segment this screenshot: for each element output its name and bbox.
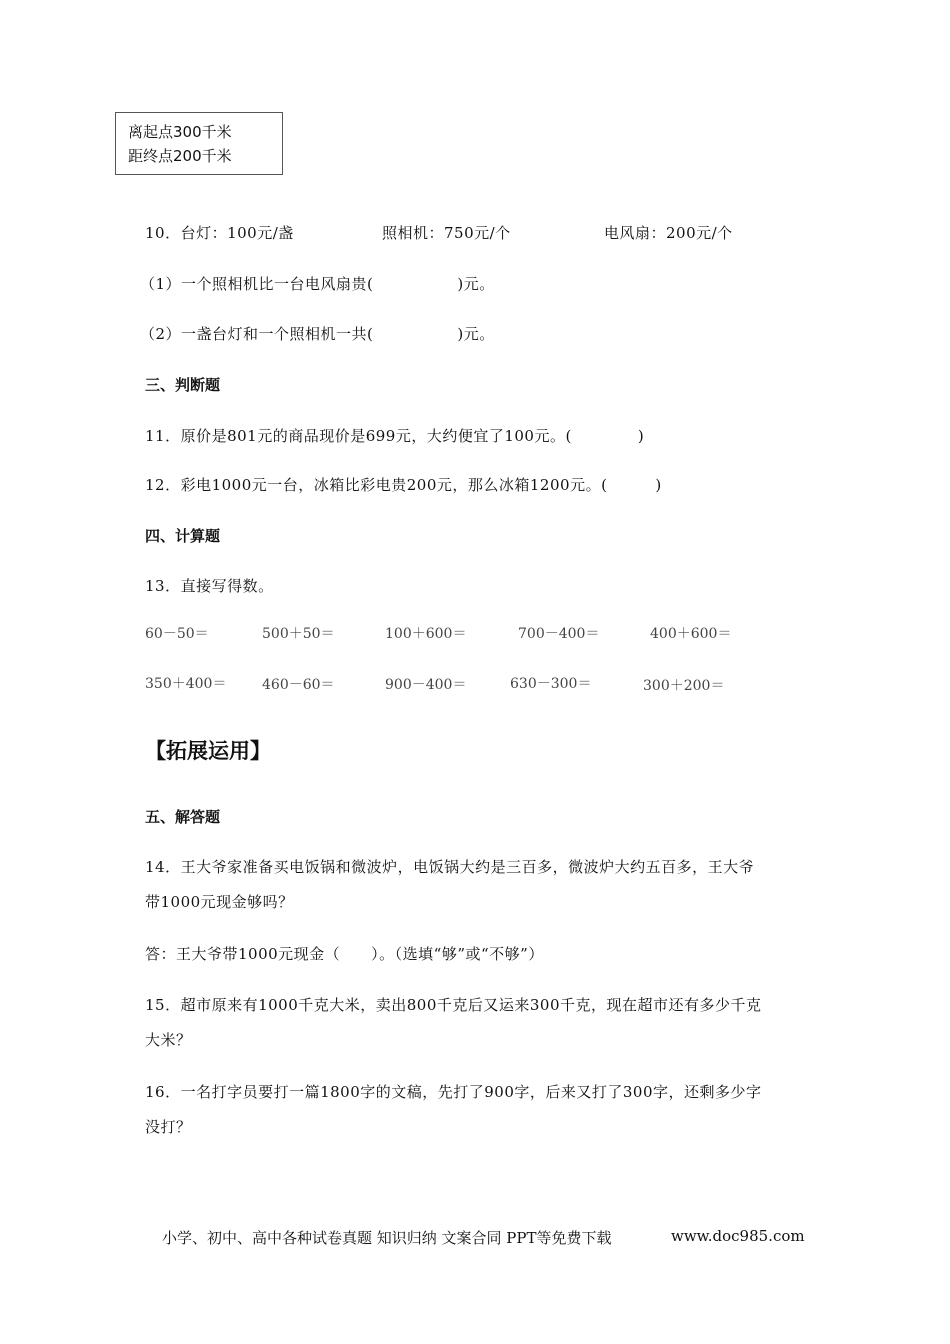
calc-item: 700－400＝ bbox=[518, 626, 600, 642]
q12-text: 12．彩电1000元一台，冰箱比彩电贵200元，那么冰箱1200元。( bbox=[145, 476, 608, 494]
calc-item: 400＋600＝ bbox=[650, 626, 732, 642]
calc-item: 100＋600＝ bbox=[385, 626, 467, 642]
q10-sub2-suffix: )元。 bbox=[457, 325, 495, 343]
q10-sub2 bbox=[140, 323, 495, 344]
q13-text: 13．直接写得数。 bbox=[145, 577, 274, 595]
calc-item: 460－60＝ bbox=[262, 677, 335, 693]
q14-line-2: 带1000元现金够吗？ bbox=[145, 893, 294, 911]
footer-text: 小学、初中、高中各种试卷真题 知识归纳 文案合同 PPT等免费下载 bbox=[162, 1229, 612, 1247]
extension-title: 【拓展运用】 bbox=[145, 739, 271, 763]
q10-lamp-price: 台灯：100元/盏 bbox=[180, 224, 294, 242]
info-box-line-2: 距终点200千米 bbox=[128, 147, 232, 165]
q10-item-lamp bbox=[145, 222, 294, 243]
q10-sub2-prefix: （2）一盏台灯和一个照相机一共( bbox=[140, 325, 374, 343]
q16-line-1: 16．一名打字员要打一篇1800字的文稿，先打了900字，后来又打了300字，还剩多少字 bbox=[145, 1083, 762, 1101]
info-box-line-1: 离起点300千米 bbox=[128, 123, 232, 141]
section-5-title: 五、解答题 bbox=[145, 808, 221, 826]
q10-sub1 bbox=[140, 273, 495, 294]
q10-number: 10． bbox=[145, 224, 181, 242]
q14-answer: 答：王大爷带1000元现金（ ）。（选填“够”或“不够”） bbox=[145, 945, 544, 963]
calc-item: 500＋50＝ bbox=[262, 626, 335, 642]
q11-close: ) bbox=[637, 427, 645, 445]
q10-sub1-suffix: )元。 bbox=[457, 275, 495, 293]
calc-item: 630－300＝ bbox=[510, 676, 592, 692]
q16-line-2: 没打？ bbox=[145, 1118, 192, 1136]
q10-fan-price: 电风扇：200元/个 bbox=[604, 224, 733, 242]
footer-url[interactable]: www.doc985.com bbox=[671, 1227, 805, 1245]
calc-item: 300＋200＝ bbox=[643, 678, 725, 694]
q12-close: ) bbox=[655, 476, 662, 494]
q12 bbox=[145, 474, 662, 495]
calc-item: 60－50＝ bbox=[145, 626, 209, 642]
calc-item: 900－400＝ bbox=[385, 677, 467, 693]
q10-sub1-prefix: （1）一个照相机比一台电风扇贵( bbox=[140, 275, 374, 293]
section-4-title: 四、计算题 bbox=[145, 527, 221, 545]
q11 bbox=[145, 425, 644, 446]
q10-camera-price: 照相机：750元/个 bbox=[382, 224, 511, 242]
distance-info-box bbox=[115, 112, 283, 175]
q11-text: 11．原价是801元的商品现价是699元，大约便宜了100元。( bbox=[145, 427, 572, 445]
q14-line-1: 14．王大爷家准备买电饭锅和微波炉，电饭锅大约是三百多，微波炉大约五百多，王大爷 bbox=[145, 858, 755, 876]
section-3-title: 三、判断题 bbox=[145, 376, 221, 394]
calc-item: 350＋400＝ bbox=[145, 676, 227, 692]
q15-line-2: 大米？ bbox=[145, 1031, 192, 1049]
q15-line-1: 15．超市原来有1000千克大米，卖出800千克后又运来300千克，现在超市还有多少千克 bbox=[145, 996, 762, 1014]
